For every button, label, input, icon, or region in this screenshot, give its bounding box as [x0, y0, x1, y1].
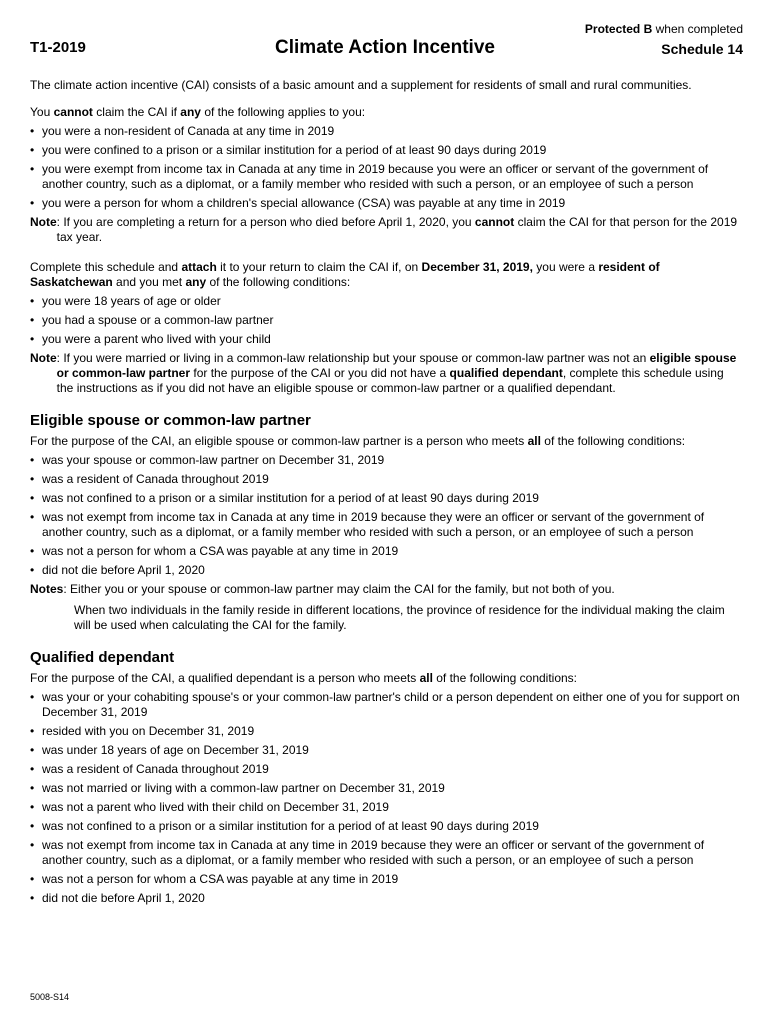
- list-item: • was not married or living with a common-law partner on December 31, 2019: [30, 781, 742, 796]
- intro-paragraph: The climate action incentive (CAI) consists of a basic amount and a supplement for residents of small and rural communities.: [30, 78, 692, 92]
- text-run: of the following conditions:: [432, 671, 578, 685]
- notes-text-2: When two individuals in the family reside in different locations, the province of residence for the individual making the claim will be used when calculating the CAI for the family.: [74, 603, 725, 632]
- cannot-claim-list: [30, 124, 742, 211]
- list-item: • you were a person for whom a children's special allowance (CSA) was payable at any time in 2019: [30, 196, 742, 211]
- list-item: • was your or your cohabiting spouse's or your common-law partner's child or a person dependent on either one of you for support on December 31, 2019: [30, 690, 742, 720]
- eligible-intro: [30, 434, 742, 449]
- text-run: and you met: [112, 275, 186, 289]
- text-run: For the purpose of the CAI, a qualified dependant is a person who meets: [30, 671, 420, 685]
- text-run-bold: any: [185, 275, 207, 289]
- text-run-bold: eligible spouse or common-law partner: [56, 351, 737, 380]
- form-body: [30, 78, 742, 906]
- text-run: of the following applies to you:: [200, 105, 366, 119]
- text-run: it to your return to claim the CAI if, on: [216, 260, 422, 274]
- list-item: • you had a spouse or a common-law partner: [30, 313, 742, 328]
- text-run-bold: any: [180, 105, 201, 119]
- qualified-dependant-heading: Qualified dependant: [30, 649, 175, 666]
- schedule-label: Schedule 14: [661, 41, 743, 57]
- list-item: • was not exempt from income tax in Canada at any time in 2019 because they were an officer or servant of the government of another country, such as a diplomat, or a family member who resided with such a person, or an employee of such a person: [30, 510, 742, 540]
- eligible-spouse-heading: Eligible spouse or common-law partner: [30, 412, 311, 429]
- list-item: • resided with you on December 31, 2019: [30, 724, 742, 739]
- eligible-list: [30, 453, 742, 578]
- eligible-notes: [30, 582, 742, 597]
- text-run: Complete this schedule and: [30, 260, 182, 274]
- list-item: • was not confined to a prison or a similar institution for a period of at least 90 days during 2019: [30, 491, 742, 506]
- list-item: • was not exempt from income tax in Canada at any time in 2019 because they were an officer or servant of the government of another country, such as a diplomat, or a family member who resided with such a person, or an employee of such a person: [30, 838, 742, 868]
- text-run-bold: December 31, 2019,: [421, 260, 533, 274]
- list-item: • did not die before April 1, 2020: [30, 891, 742, 906]
- text-run: for the purpose of the CAI or you did not have a: [190, 366, 450, 380]
- list-item: • was not a person for whom a CSA was payable at any time in 2019: [30, 544, 742, 559]
- text-run: For the purpose of the CAI, an eligible spouse or common-law partner is a person who meets: [30, 434, 528, 448]
- complete-paragraph: [30, 260, 742, 290]
- text-run-bold: attach: [181, 260, 217, 274]
- married-note: [30, 351, 742, 396]
- list-item: • you were a parent who lived with your child: [30, 332, 742, 347]
- protected-b-bold: Protected B: [584, 22, 653, 36]
- text-run-bold: resident of Saskatchewan: [30, 260, 660, 289]
- text-run-bold: cannot: [474, 215, 515, 229]
- text-run: you were a: [532, 260, 599, 274]
- qualified-intro: [30, 671, 742, 686]
- notes-label: Notes: [30, 582, 64, 596]
- text-run: You: [30, 105, 54, 119]
- deceased-note: [30, 215, 742, 245]
- list-item: • you were 18 years of age or older: [30, 294, 742, 309]
- note-text: [57, 351, 742, 396]
- qualified-list: [30, 690, 742, 906]
- page-title: Climate Action Incentive: [275, 37, 495, 58]
- list-item: • did not die before April 1, 2020: [30, 563, 742, 578]
- list-item: • you were exempt from income tax in Canada at any time in 2019 because you were an officer or servant of the government of another country, such as a diplomat, or a family member who resided with such a person, or an employee of such a person: [30, 162, 742, 192]
- list-item: • was a resident of Canada throughout 2019: [30, 472, 742, 487]
- text-run: : If you are completing a return for a person who died before April 1, 2020, you: [56, 215, 475, 229]
- text-run-bold: cannot: [53, 105, 93, 119]
- list-item: • was under 18 years of age on December 31, 2019: [30, 743, 742, 758]
- text-run: claim the CAI for that person for the 2019 tax year.: [56, 215, 738, 244]
- protected-b-rest: when completed: [652, 22, 743, 36]
- list-item: • was your spouse or common-law partner on December 31, 2019: [30, 453, 742, 468]
- text-run-bold: qualified dependant: [449, 366, 563, 380]
- note-label: Note: [30, 215, 57, 229]
- conditions-list: [30, 294, 742, 347]
- text-run-bold: all: [527, 434, 541, 448]
- list-item: • was not a person for whom a CSA was payable at any time in 2019: [30, 872, 742, 887]
- text-run: claim the CAI if: [92, 105, 181, 119]
- notes-text-1: : Either you or your spouse or common-law partner may claim the CAI for the family, but not both of you.: [63, 582, 615, 596]
- form-code: 5008-S14: [30, 992, 70, 1002]
- note-text: [57, 215, 742, 245]
- note-label: Note: [30, 351, 57, 365]
- list-item: • you were confined to a prison or a similar institution for a period of at least 90 days during 2019: [30, 143, 742, 158]
- protected-b-label: [585, 22, 743, 36]
- text-run: of the following conditions:: [206, 275, 351, 289]
- text-run: : If you were married or living in a common-law relationship but your spouse or common-law partner was not an: [56, 351, 650, 365]
- cannot-claim-paragraph: [30, 105, 742, 120]
- text-run: of the following conditions:: [540, 434, 686, 448]
- form-id: T1-2019: [30, 39, 86, 56]
- list-item: • was not confined to a prison or a similar institution for a period of at least 90 days during 2019: [30, 819, 742, 834]
- list-item: • was not a parent who lived with their child on December 31, 2019: [30, 800, 742, 815]
- list-item: • you were a non-resident of Canada at any time in 2019: [30, 124, 742, 139]
- text-run: , complete this schedule using the instructions as if you did not have an eligible spouse or common-law partner or a qualified dependant.: [56, 366, 724, 395]
- list-item: • was a resident of Canada throughout 2019: [30, 762, 742, 777]
- text-run-bold: all: [419, 671, 433, 685]
